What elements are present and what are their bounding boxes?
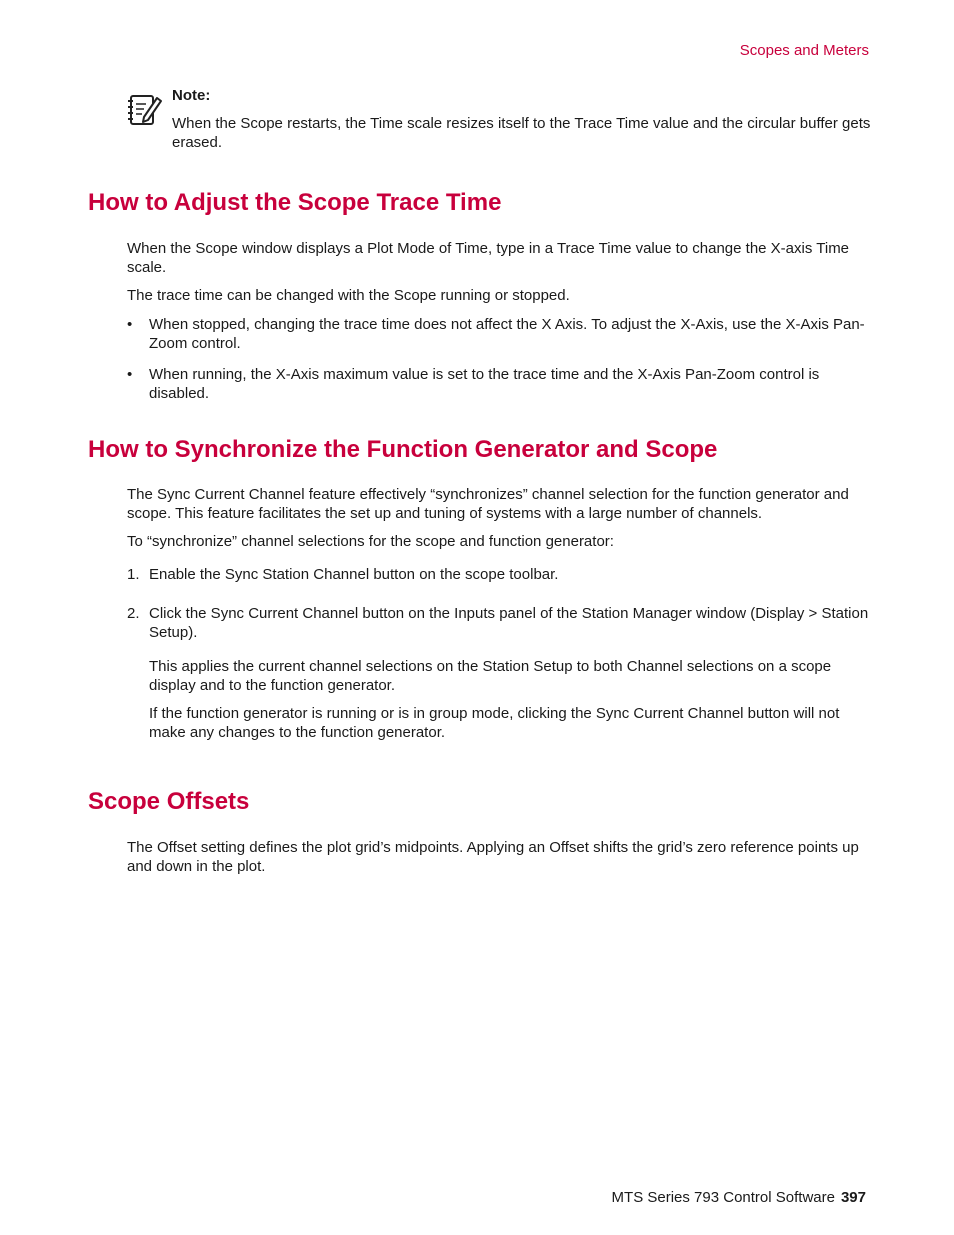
paragraph: The trace time can be changed with the Scope running or stopped. [127, 287, 570, 304]
step-number: 1. [127, 566, 140, 583]
note-text: When the Scope restarts, the Time scale resizes itself to the Trace Time value and the circular buffer gets erased. [172, 115, 871, 151]
bullet-marker: • [127, 366, 133, 383]
heading-adjust-trace-time: How to Adjust the Scope Trace Time [88, 189, 502, 216]
step-paragraph: If the function generator is running or is in group mode, clicking the Sync Current Channel button will not make any changes to the function generator. [149, 705, 840, 741]
paragraph: When the Scope window displays a Plot Mode of Time, type in a Trace Time value to change the X-axis Time scale. [127, 240, 850, 276]
paragraph: To “synchronize” channel selections for the scope and function generator: [127, 533, 614, 550]
bullet-marker: • [127, 316, 133, 333]
page-number: 397 [840, 1189, 866, 1206]
heading-synchronize: How to Synchronize the Function Generator and Scope [88, 436, 718, 463]
paragraph: The Offset setting defines the plot grid’s midpoints. Applying an Offset shifts the grid’s zero reference points up and down in the plot. [127, 839, 859, 875]
page-footer [612, 1189, 866, 1206]
note-title: Note: [172, 87, 211, 104]
step-paragraph: This applies the current channel selections on the Station Setup to both Channel selections on a scope display and to the function generator. [149, 658, 832, 694]
step-number: 2. [127, 605, 140, 622]
paragraph: The Sync Current Channel feature effectively “synchronizes” channel selection for the function generator and scope. This feature facilitates the set up and tuning of systems with a large number of channels. [127, 486, 849, 522]
running-header: Scopes and Meters [739, 42, 869, 59]
step-text: Click the Sync Current Channel button on the Inputs panel of the Station Manager window (Display > Station Setup). [149, 605, 869, 641]
bullet-text: When running, the X-Axis maximum value is set to the trace time and the X-Axis Pan-Zoom control is disabled. [149, 366, 820, 402]
bullet-text: When stopped, changing the trace time does not affect the X Axis. To adjust the X-Axis, use the X-Axis Pan-Zoom control. [149, 316, 865, 352]
heading-scope-offsets: Scope Offsets [88, 788, 250, 815]
step-text: Enable the Sync Station Channel button on the scope toolbar. [149, 566, 559, 583]
footer-title: MTS Series 793 Control Software [611, 1189, 835, 1206]
note-pencil-icon [127, 90, 163, 128]
